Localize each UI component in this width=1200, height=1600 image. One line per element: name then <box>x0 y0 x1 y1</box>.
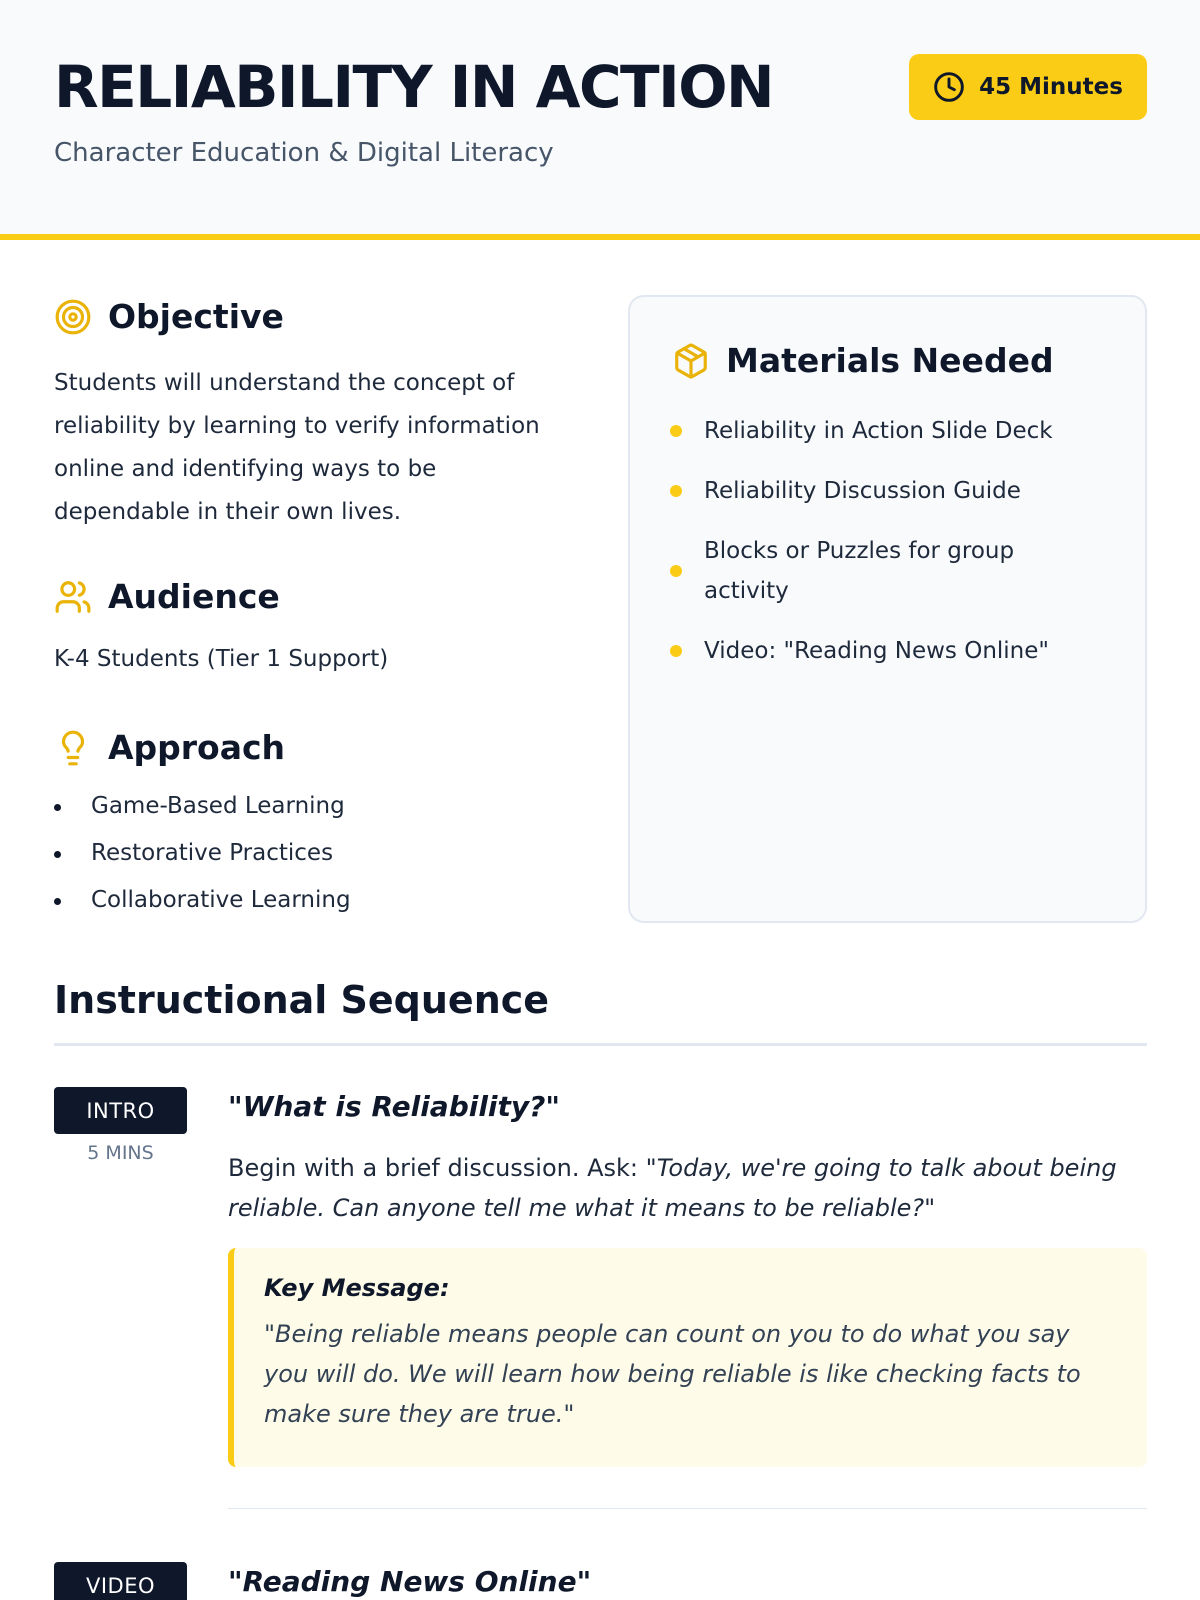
clock-icon <box>933 71 965 103</box>
materials-item: Reliability Discussion Guide <box>666 471 1086 511</box>
audience-text: K-4 Students (Tier 1 Support) <box>54 646 389 672</box>
step-body-lead: Begin with a brief discussion. Ask: <box>228 1154 646 1182</box>
materials-item: Blocks or Puzzles for group activity <box>666 531 1086 611</box>
step-duration: 5 MINS <box>87 1142 154 1164</box>
approach-item: Game-Based Learning <box>54 788 351 835</box>
materials-title: Materials Needed <box>726 341 1054 380</box>
duration-badge <box>909 54 1147 120</box>
step-body <box>228 1148 1147 1228</box>
objective-heading <box>54 297 284 336</box>
materials-item: Video: "Reading News Online" <box>666 631 1086 671</box>
key-message-text: "Being reliable means people can count on you to do what you say you will do. We will learn how being reliable is like checking facts to make sure they are true." <box>264 1320 1081 1428</box>
approach-item: Collaborative Learning <box>54 882 351 929</box>
objective-text: Students will understand the concept of reliability by learning to verify information online and identifying ways to be dependable in their own lives. <box>54 370 540 525</box>
step-title: "What is Reliability?" <box>228 1090 560 1123</box>
page-title: RELIABILITY IN ACTION <box>54 53 774 121</box>
sequence-title: Instructional Sequence <box>54 978 550 1022</box>
objective-title: Objective <box>108 297 284 336</box>
step-tag-intro: INTRO <box>54 1087 187 1134</box>
page-subtitle: Character Education & Digital Literacy <box>54 138 554 168</box>
users-icon <box>54 578 92 616</box>
target-icon <box>54 298 92 336</box>
approach-item: Restorative Practices <box>54 835 351 882</box>
step-divider <box>228 1508 1147 1509</box>
step-title: "Reading News Online" <box>228 1565 592 1598</box>
approach-title: Approach <box>108 728 286 767</box>
approach-list <box>54 788 351 929</box>
materials-list <box>666 411 1086 691</box>
duration-label: 45 Minutes <box>979 74 1123 100</box>
lightbulb-icon <box>54 729 92 767</box>
step-tag-video: VIDEO <box>54 1562 187 1600</box>
materials-heading <box>672 341 1054 380</box>
materials-item: Reliability in Action Slide Deck <box>666 411 1086 451</box>
page-header <box>0 0 1200 240</box>
step-body-quote: "Today, we're going to talk about being reliable. Can anyone tell me what it means to be reliable?" <box>228 1154 1117 1222</box>
audience-title: Audience <box>108 577 280 616</box>
sequence-divider <box>54 1043 1147 1046</box>
package-icon <box>672 342 710 380</box>
key-message-box <box>228 1248 1147 1467</box>
approach-heading <box>54 728 285 767</box>
audience-heading <box>54 577 280 616</box>
key-message-label: Key Message: <box>264 1274 450 1302</box>
